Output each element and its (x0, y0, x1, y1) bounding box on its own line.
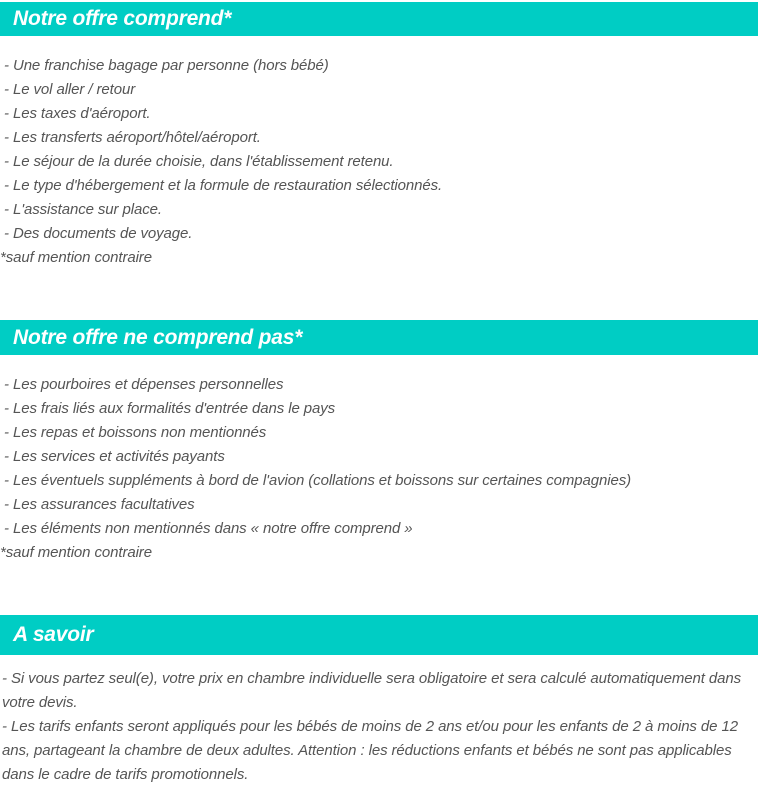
footnote: *sauf mention contraire (0, 544, 152, 561)
offer-details-page (0, 2, 758, 787)
list-item: - Les taxes d'aéroport. (4, 105, 151, 122)
section-header (0, 320, 758, 355)
section-title: Notre offre comprend* (13, 7, 232, 30)
section-title: Notre offre ne comprend pas* (13, 325, 303, 349)
section-good-to-know (0, 615, 758, 787)
list-item: - Le vol aller / retour (4, 81, 136, 98)
section-header (0, 615, 758, 655)
list-item: - Les frais liés aux formalités d'entrée dans le pays (4, 400, 336, 417)
section-header (0, 2, 758, 36)
list-item: - Les repas et boissons non mentionnés (4, 424, 267, 441)
list-item: - Si vous partez seul(e), votre prix en chambre individuelle sera obligatoire et sera calculé automatiquement dans votre devis. (2, 670, 741, 711)
list-item: - Les tarifs enfants seront appliqués pour les bébés de moins de 2 ans et/ou pour les enfants de 2 à moins de 12 ans, partageant la chambre de deux adultes. Attention : les réductions enfants et bébés ne sont pas applicables dans le cadre de tarifs promotionnels. (2, 718, 738, 783)
list-item: - Des documents de voyage. (4, 225, 193, 242)
list-item: - Les pourboires et dépenses personnelles (4, 376, 284, 393)
section-item-list (0, 54, 758, 246)
section-offer-includes (0, 2, 758, 270)
list-item: - Les éléments non mentionnés dans « notre offre comprend » (4, 520, 413, 537)
list-item: - Une franchise bagage par personne (hors bébé) (4, 57, 329, 74)
section-item-list (0, 667, 758, 787)
list-item: - Les éventuels suppléments à bord de l'avion (collations et boissons sur certaines compagnies) (4, 472, 632, 489)
list-item: - Le séjour de la durée choisie, dans l'établissement retenu. (4, 153, 394, 170)
list-item: - Les assurances facultatives (4, 496, 195, 513)
list-item: - Le type d'hébergement et la formule de restauration sélectionnés. (4, 177, 443, 194)
section-item-list (0, 373, 758, 541)
list-item: - Les transferts aéroport/hôtel/aéroport. (4, 129, 261, 146)
section-offer-excludes (0, 320, 758, 565)
list-item: - Les services et activités payants (4, 448, 225, 465)
list-item: - L'assistance sur place. (4, 201, 162, 218)
footnote: *sauf mention contraire (0, 249, 152, 266)
section-title: A savoir (13, 623, 94, 646)
